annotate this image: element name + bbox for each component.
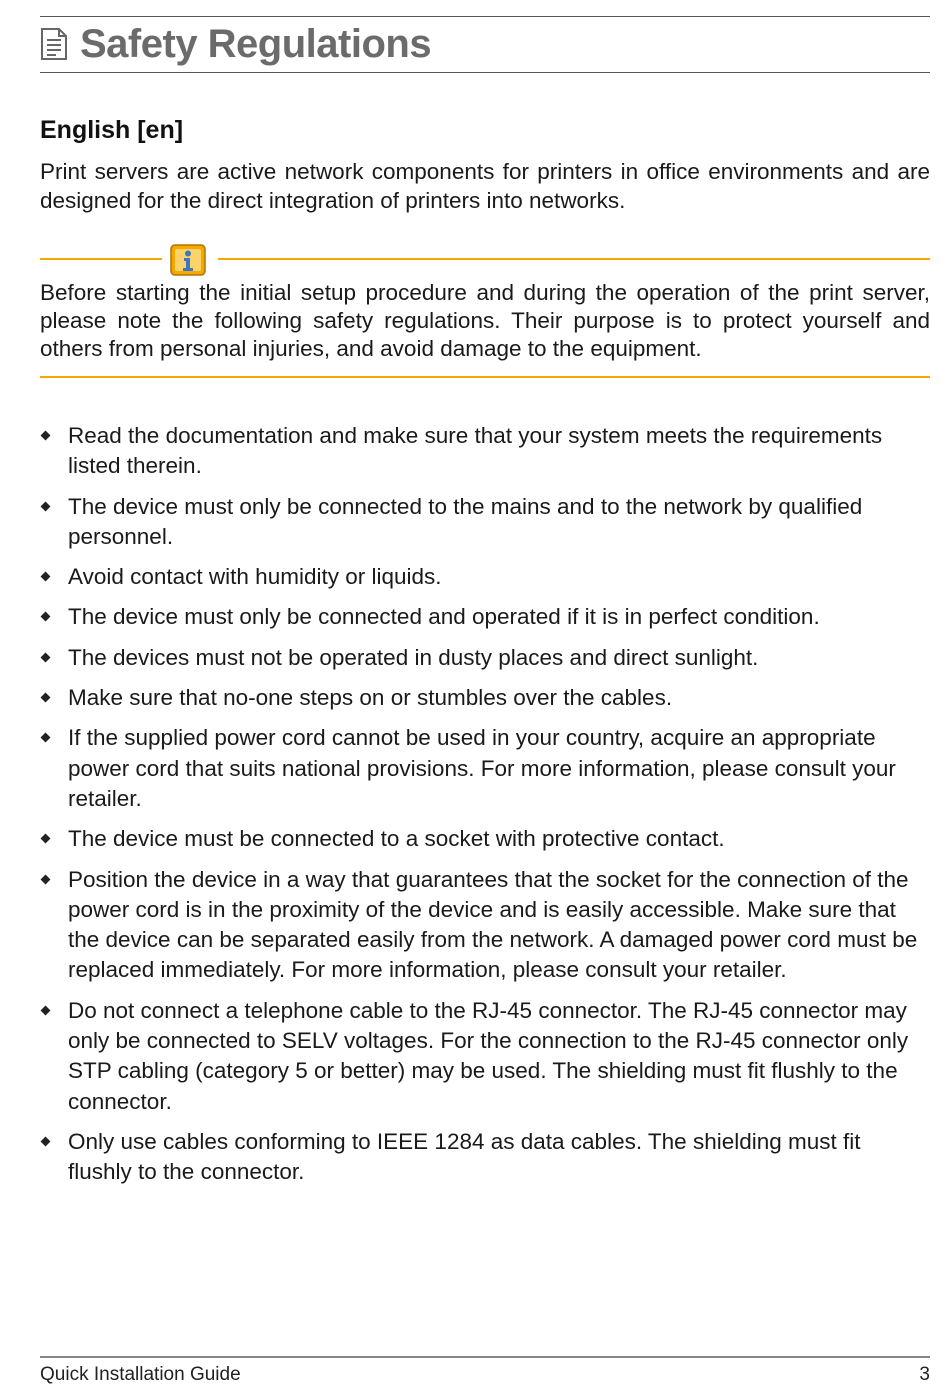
note-line-right xyxy=(218,258,930,260)
note-line-left xyxy=(40,258,162,260)
note-top-border xyxy=(40,244,930,274)
list-item-text: Only use cables conforming to IEEE 1284 as data cables. The shielding must fit flushly to the connector. xyxy=(68,1128,861,1185)
list-item-text: Do not connect a telephone cable to the RJ-45 connector. The RJ-45 connector may only be connected to SELV voltages. For the connection to the RJ-45 connector only STP cabling (category 5 or better) may be used. The shielding must fit flushly to the connector. xyxy=(68,997,909,1114)
list-item xyxy=(40,723,930,814)
note-bottom-border xyxy=(40,376,930,378)
title-rule xyxy=(40,72,930,73)
list-item-text: If the supplied power cord cannot be used in your country, acquire an appropriate power cord that suits national provisions. For more information, please consult your retailer. xyxy=(68,725,896,811)
list-item xyxy=(40,683,930,713)
note-text: Before starting the initial setup procedure and during the operation of the print server, please note the following safety regulations. Their purpose is to protect yourself and others from personal injuries, and avoid damage to the equipment. xyxy=(40,280,930,361)
diamond-bullet-icon xyxy=(41,834,51,844)
diamond-bullet-icon xyxy=(41,501,51,511)
list-item-text: Avoid contact with humidity or liquids. xyxy=(68,564,442,590)
list-item-text: The device must only be connected and operated if it is in perfect condition. xyxy=(68,604,820,630)
page-title: Safety Regulations xyxy=(80,21,432,66)
diamond-bullet-icon xyxy=(41,693,51,703)
diamond-bullet-icon xyxy=(41,431,51,441)
intro-paragraph: Print servers are active network components for printers in office environments and are designed for the direct integration of printers into networks. xyxy=(40,159,930,213)
footer-guide-name: Quick Installation Guide xyxy=(40,1364,241,1385)
diamond-bullet-icon xyxy=(41,733,51,743)
list-item-text: Make sure that no-one steps on or stumbles over the cables. xyxy=(68,685,673,711)
language-heading: English [en] xyxy=(40,116,184,144)
list-item xyxy=(40,421,930,482)
list-item xyxy=(40,996,930,1117)
list-item-text: The device must only be connected to the mains and to the network by qualified personnel. xyxy=(68,493,863,549)
diamond-bullet-icon xyxy=(41,572,51,582)
list-item xyxy=(40,865,930,986)
list-item xyxy=(40,643,930,673)
list-item xyxy=(40,1127,930,1188)
list-item xyxy=(40,602,930,632)
diamond-bullet-icon xyxy=(41,1136,51,1146)
list-item xyxy=(40,492,930,553)
diamond-bullet-icon xyxy=(41,1005,51,1015)
top-rule xyxy=(40,16,930,17)
list-item xyxy=(40,562,930,592)
safety-list xyxy=(40,421,930,1198)
diamond-bullet-icon xyxy=(41,874,51,884)
diamond-bullet-icon xyxy=(41,652,51,662)
info-icon xyxy=(170,244,206,276)
list-item-text: The device must be connected to a socket with protective contact. xyxy=(68,826,725,852)
page-number: 3 xyxy=(919,1364,930,1385)
document-icon xyxy=(40,27,68,61)
footer-rule xyxy=(40,1356,930,1358)
title-row xyxy=(40,18,431,70)
list-item xyxy=(40,824,930,854)
diamond-bullet-icon xyxy=(41,612,51,622)
list-item-text: Position the device in a way that guarantees that the socket for the connection of the power cord is in the proximity of the device and is easily accessible. Make sure that the device can be separated easily from the network. A damaged power cord must be replaced immediately. For more information, please consult your retailer. xyxy=(68,866,918,983)
list-item-text: Read the documentation and make sure that your system meets the requirements listed therein. xyxy=(68,423,883,479)
list-item-text: The devices must not be operated in dusty places and direct sunlight. xyxy=(68,644,759,670)
